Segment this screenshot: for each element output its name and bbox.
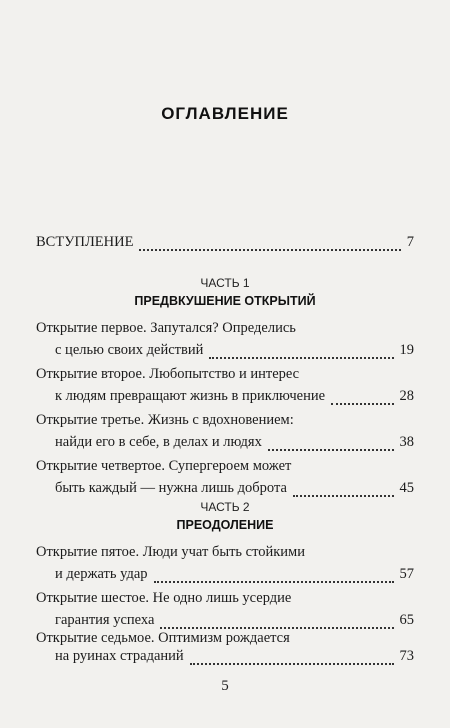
toc-entry-line: Открытие первое. Запутался? Определись (36, 320, 296, 336)
toc-entry-line: гарантия успеха (55, 612, 155, 628)
part-2-title: ПРЕОДОЛЕНИЕ (176, 518, 274, 532)
toc-page-number: 73 (399, 648, 414, 664)
toc-entry-line: на руинах страданий (55, 648, 184, 664)
toc-entry-line: Открытие третье. Жизнь с вдохновением: (36, 412, 294, 428)
toc-page-number: 57 (399, 566, 414, 582)
toc-page-number: 45 (399, 480, 414, 496)
dot-leader (268, 448, 394, 451)
part-1-title: ПРЕДВКУШЕНИЕ ОТКРЫТИЙ (134, 294, 316, 308)
dot-leader (190, 662, 394, 665)
toc-page-number: 28 (399, 388, 414, 404)
toc-entry-line: Открытие второе. Любопытство и интерес (36, 366, 300, 382)
toc-entry-line: быть каждый — нужна лишь доброта (55, 480, 287, 496)
toc-entry-line: к людям превращают жизнь в приключение (55, 388, 326, 404)
toc-entry-line: Открытие четвертое. Супергероем может (36, 458, 292, 474)
toc-page-number: 19 (399, 342, 414, 358)
page-number: 5 (221, 678, 229, 694)
toc-entry-label: ВСТУПЛЕНИЕ (36, 234, 134, 250)
toc-page-number: 38 (399, 434, 414, 450)
dot-leader (209, 356, 393, 359)
toc-entry-line: Открытие пятое. Люди учат быть стойкими (36, 544, 305, 560)
toc-page-number: 7 (406, 234, 414, 250)
dot-leader (331, 402, 393, 405)
toc-entry-line: найди его в себе, в делах и людях (55, 434, 262, 450)
dot-leader (154, 580, 394, 583)
toc-entry-line: и держать удар (55, 566, 148, 582)
dot-leader (160, 626, 393, 629)
dot-leader (139, 248, 400, 251)
toc-entry-line: Открытие седьмое. Оптимизм рождается (36, 630, 290, 646)
toc-entry-line: с целью своих действий (55, 342, 204, 358)
part-1-label: ЧАСТЬ 1 (200, 276, 250, 290)
part-2-label: ЧАСТЬ 2 (200, 500, 250, 514)
dot-leader (293, 494, 394, 497)
toc-page-number: 65 (399, 612, 414, 628)
toc-entry-intro[interactable] (36, 234, 414, 256)
toc-title: ОГЛАВЛЕНИЕ (161, 104, 289, 123)
toc-entry-line: Открытие шестое. Не одно лишь усердие (36, 590, 292, 606)
